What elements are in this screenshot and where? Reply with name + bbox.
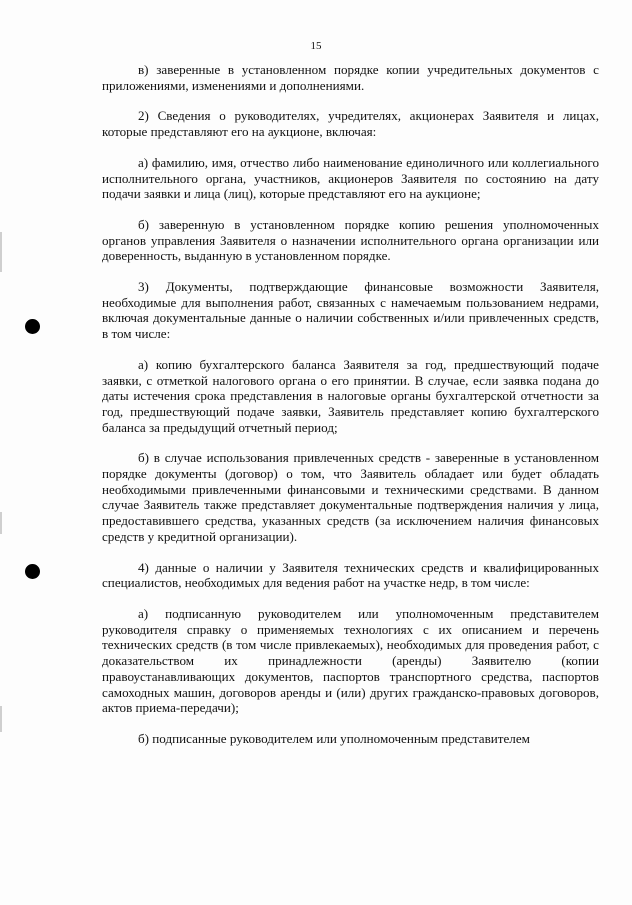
scan-edge-mark (0, 232, 2, 272)
punch-hole (25, 564, 40, 579)
page-number: 15 (310, 40, 322, 52)
paragraph-item-v: в) заверенные в установленном порядке копии учредительных документов с приложениями, изменениями и дополнениями. (102, 62, 599, 93)
paragraph-item-b: б) в случае использования привлеченных средств - заверенные в установленном порядке документы (договор) о том, что Заявитель обладает или будет обладать необходимыми привлеченными финансовыми и техническими средствами. В данном случае Заявитель также представляет документальные подтверждения наличия у лица, предоставившего средства, указанных средств (за исключением наличия финансовых средств у кредитной организации). (102, 450, 599, 544)
document-body (102, 62, 599, 762)
punch-hole (25, 319, 40, 334)
paragraph-section-3: 3) Документы, подтверждающие финансовые возможности Заявителя, необходимые для выполнения работ, связанных с намечаемым пользованием недрами, включая документальные данные о наличии собственных и/или привлеченных средств, в том числе: (102, 279, 599, 342)
paragraph-section-2: 2) Сведения о руководителях, учредителях, акционерах Заявителя и лицах, которые представляют его на аукционе, включая: (102, 108, 599, 140)
paragraph-item-b: б) заверенную в установленном порядке копию решения уполномоченных органов управления Заявителя о назначении исполнительного органа организации или доверенность, выданную в установленном порядке. (102, 216, 599, 264)
scan-edge-mark (0, 512, 2, 534)
paragraph-section-4: 4) данные о наличии у Заявителя технических средств и квалифицированных специалистов, необходимых для ведения работ на участке недр, в том числе: (102, 559, 599, 591)
paragraph-item-a: а) подписанную руководителем или уполномоченным представителем руководителя справку о применяемых технологиях с их описанием и перечень технических средств (в том числе привлекаемых), необходимых для проведения работ, с доказательством их принадлежности (аренды) Заявителю (копии правоустанавливающих документов, паспортов транспортного средства, паспортов самоходных машин, договоров аренды и (или) других гражданско-правовых договоров, актов приема-передачи); (102, 605, 599, 716)
paragraph-item-a: а) копию бухгалтерского баланса Заявителя за год, предшествующий подаче заявки, с отметкой налогового органа о его принятии. В случае, если заявка подана до даты истечения срока представления в налоговые органы бухгалтерской отчетности за год, предшествующий подаче заявки, Заявитель представляет копию бухгалтерского баланса за предыдущий отчетный период; (102, 356, 599, 435)
scan-edge-mark (0, 706, 2, 732)
paragraph-item-b: б) подписанные руководителем или уполномоченным представителем (138, 730, 530, 746)
paragraph-item-a: а) фамилию, имя, отчество либо наименование единоличного или коллегиального исполнительного органа, участников, акционеров Заявителя по состоянию на дату подачи заявки и лица (лиц), которые представляют его на аукционе; (102, 154, 599, 202)
